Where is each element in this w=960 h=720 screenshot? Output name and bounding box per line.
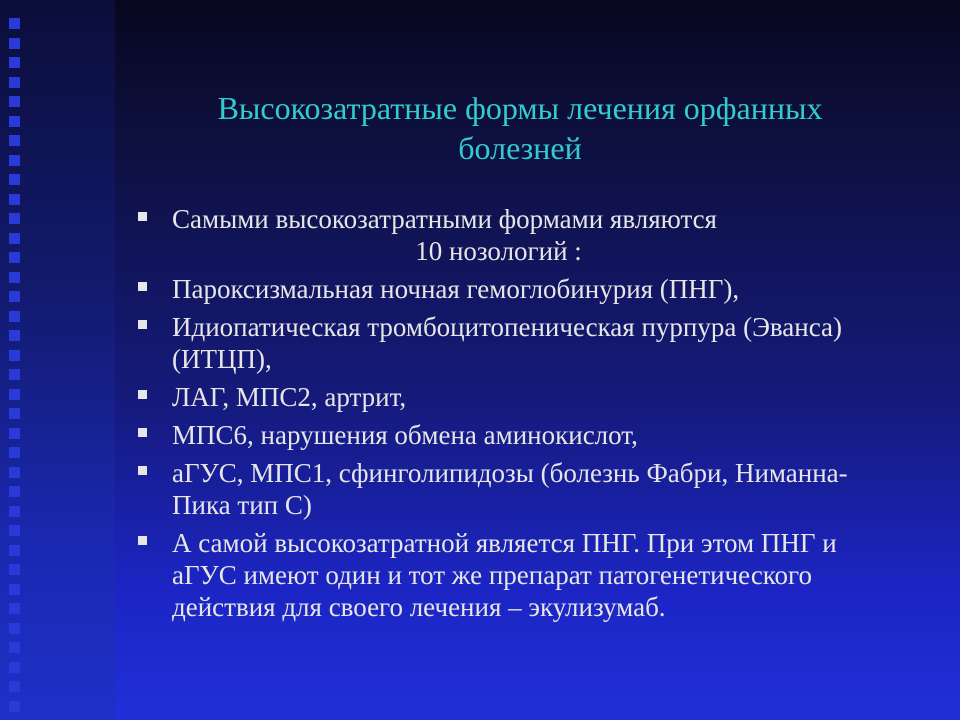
- decorative-square: [9, 38, 20, 49]
- decorative-square: [9, 408, 20, 419]
- decorative-square: [9, 584, 20, 595]
- decorative-square: [9, 77, 20, 88]
- bullet-square-icon: [138, 282, 147, 291]
- bullet-text: ЛАГ, МПС2, артрит,: [172, 382, 407, 412]
- title-line-1: Высокозатратные формы лечения орфанных: [217, 90, 823, 126]
- decorative-square: [9, 564, 20, 575]
- decorative-square: [9, 369, 20, 380]
- square-pattern: [9, 18, 21, 720]
- bullet-text: Идиопатическая тромбоцитопеническая пурпура (Эванса)(ИТЦП),: [172, 312, 843, 374]
- left-decorative-strip: [0, 0, 115, 720]
- decorative-square: [9, 603, 20, 614]
- bullet-square-icon: [138, 466, 147, 475]
- bullet-item: [135, 381, 905, 413]
- decorative-square: [9, 701, 20, 712]
- decorative-square: [9, 662, 20, 673]
- bullet-item: [135, 457, 905, 521]
- bullet-item: [135, 419, 905, 451]
- bullet-item: [135, 203, 905, 267]
- bullet-item: [135, 311, 905, 375]
- bullet-item: [135, 273, 905, 305]
- decorative-square: [9, 57, 20, 68]
- decorative-square: [9, 233, 20, 244]
- bullet-square-icon: [138, 390, 147, 399]
- decorative-square: [9, 350, 20, 361]
- bullet-text: МПС6, нарушения обмена аминокислот,: [172, 420, 638, 450]
- bullet-square-icon: [138, 212, 147, 221]
- bullet-text: А самой высокозатратной является ПНГ. При этом ПНГ и аГУС имеют один и тот же препарат патогенетического действия для своего лечения – экулизумаб.: [172, 528, 837, 622]
- decorative-square: [9, 135, 20, 146]
- decorative-square: [9, 525, 20, 536]
- decorative-square: [9, 194, 20, 205]
- bullet-text: Самыми высокозатратными формами являются: [172, 204, 717, 234]
- decorative-square: [9, 428, 20, 439]
- decorative-square: [9, 116, 20, 127]
- bullet-text: Пароксизмальная ночная гемоглобинурия (ПНГ),: [172, 274, 740, 304]
- bullet-item: [135, 527, 905, 623]
- decorative-square: [9, 486, 20, 497]
- decorative-square: [9, 447, 20, 458]
- bullet-square-icon: [138, 536, 147, 545]
- decorative-square: [9, 681, 20, 692]
- decorative-square: [9, 252, 20, 263]
- decorative-square: [9, 545, 20, 556]
- decorative-square: [9, 642, 20, 653]
- decorative-square: [9, 389, 20, 400]
- decorative-square: [9, 506, 20, 517]
- decorative-square: [9, 311, 20, 322]
- decorative-square: [9, 18, 20, 29]
- bullet-list: [135, 203, 905, 629]
- decorative-square: [9, 155, 20, 166]
- bullet-square-icon: [138, 428, 147, 437]
- decorative-square: [9, 96, 20, 107]
- decorative-square: [9, 330, 20, 341]
- title-line-2: болезней: [458, 130, 582, 166]
- decorative-square: [9, 467, 20, 478]
- bullet-continuation: 10 нозологий :: [415, 236, 582, 266]
- slide-title: [140, 88, 900, 168]
- bullet-square-icon: [138, 320, 147, 329]
- decorative-square: [9, 213, 20, 224]
- bullet-text: аГУС, МПС1, сфинголипидозы (болезнь Фабри, Ниманна-Пика тип С): [172, 458, 848, 520]
- decorative-square: [9, 272, 20, 283]
- decorative-square: [9, 291, 20, 302]
- decorative-square: [9, 623, 20, 634]
- decorative-square: [9, 174, 20, 185]
